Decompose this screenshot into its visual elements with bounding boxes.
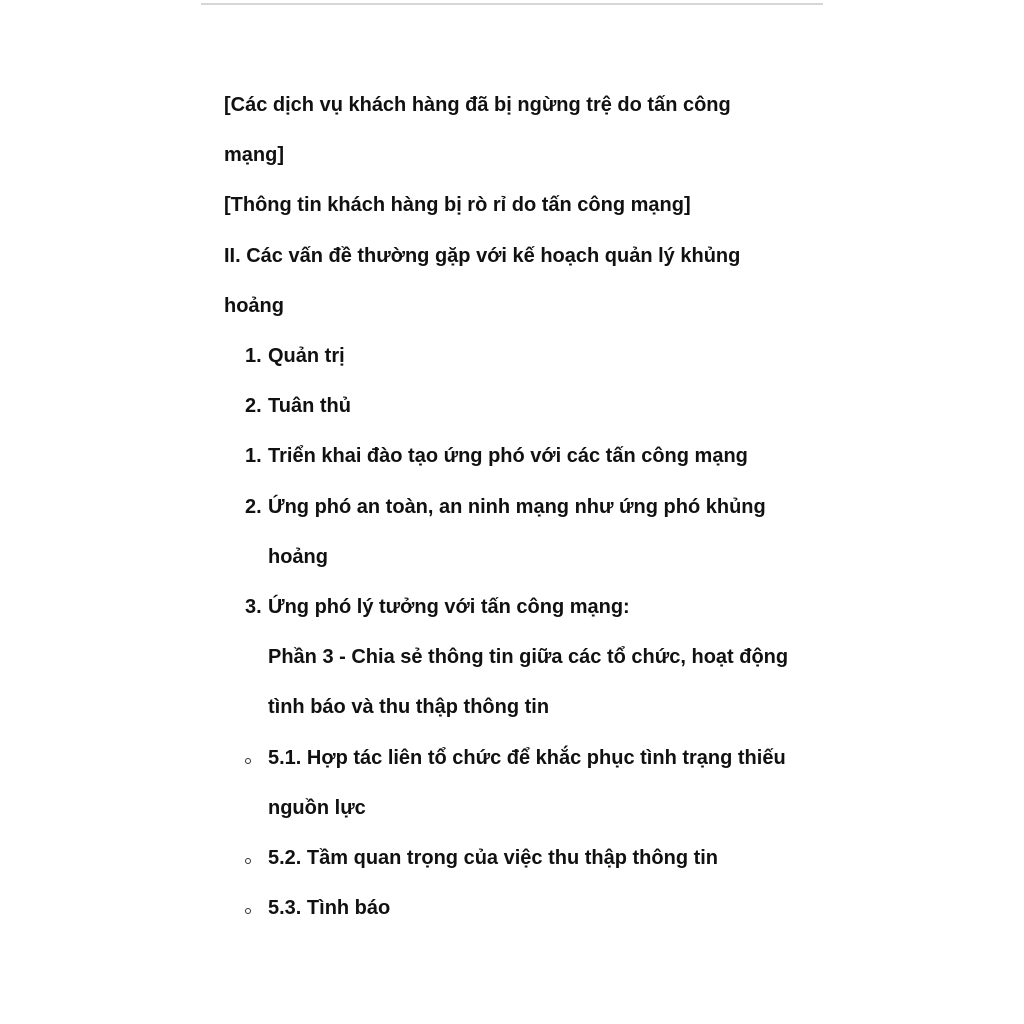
list-number: 3. bbox=[245, 596, 262, 619]
list-number: 2. bbox=[245, 395, 262, 418]
list-item-text: 5.2. Tầm quan trọng của việc thu thập thông tin bbox=[268, 847, 719, 870]
hollow-circle-bullet-icon bbox=[245, 908, 251, 914]
list-number: 2. bbox=[245, 495, 262, 518]
list-item-text: 5.1. Hợp tác liên tổ chức để khắc phục tình trạng thiếu nguồn lực bbox=[268, 746, 786, 819]
hollow-circle-bullet-icon bbox=[245, 858, 251, 864]
hollow-circle-bullet-icon bbox=[245, 758, 251, 764]
list-item bbox=[224, 833, 794, 883]
part-3-heading: Phần 3 - Chia sẻ thông tin giữa các tổ chức, hoạt động tình báo và thu thập thông tin bbox=[268, 646, 789, 719]
top-divider bbox=[201, 3, 823, 5]
list-item bbox=[224, 582, 794, 632]
list-item-text: Ứng phó an toàn, an ninh mạng như ứng phó khủng hoảng bbox=[268, 495, 766, 568]
list-item bbox=[224, 883, 794, 933]
list-item bbox=[224, 331, 794, 381]
list-item bbox=[224, 431, 794, 481]
paragraph-customer-data-leaked: [Thông tin khách hàng bị rò rỉ do tấn công mạng] bbox=[224, 194, 691, 217]
list-item-text: Triển khai đào tạo ứng phó với các tấn công mạng bbox=[268, 445, 748, 468]
paragraph-services-disrupted: [Các dịch vụ khách hàng đã bị ngừng trệ do tấn công mạng] bbox=[224, 94, 731, 167]
list-number: 1. bbox=[245, 445, 262, 468]
list-item-text: Tuân thủ bbox=[268, 395, 351, 418]
section-heading-ii: II. Các vấn đề thường gặp với kế hoạch quản lý khủng hoảng bbox=[224, 244, 741, 317]
list-number: 1. bbox=[245, 345, 262, 368]
list-item bbox=[224, 482, 794, 582]
list-item-text: Quản trị bbox=[268, 345, 345, 368]
list-item bbox=[224, 381, 794, 431]
list-item bbox=[224, 733, 794, 833]
list-item-text: 5.3. Tình báo bbox=[268, 897, 391, 920]
document-body bbox=[224, 80, 794, 933]
list-item-text: Ứng phó lý tưởng với tấn công mạng: bbox=[268, 596, 630, 619]
